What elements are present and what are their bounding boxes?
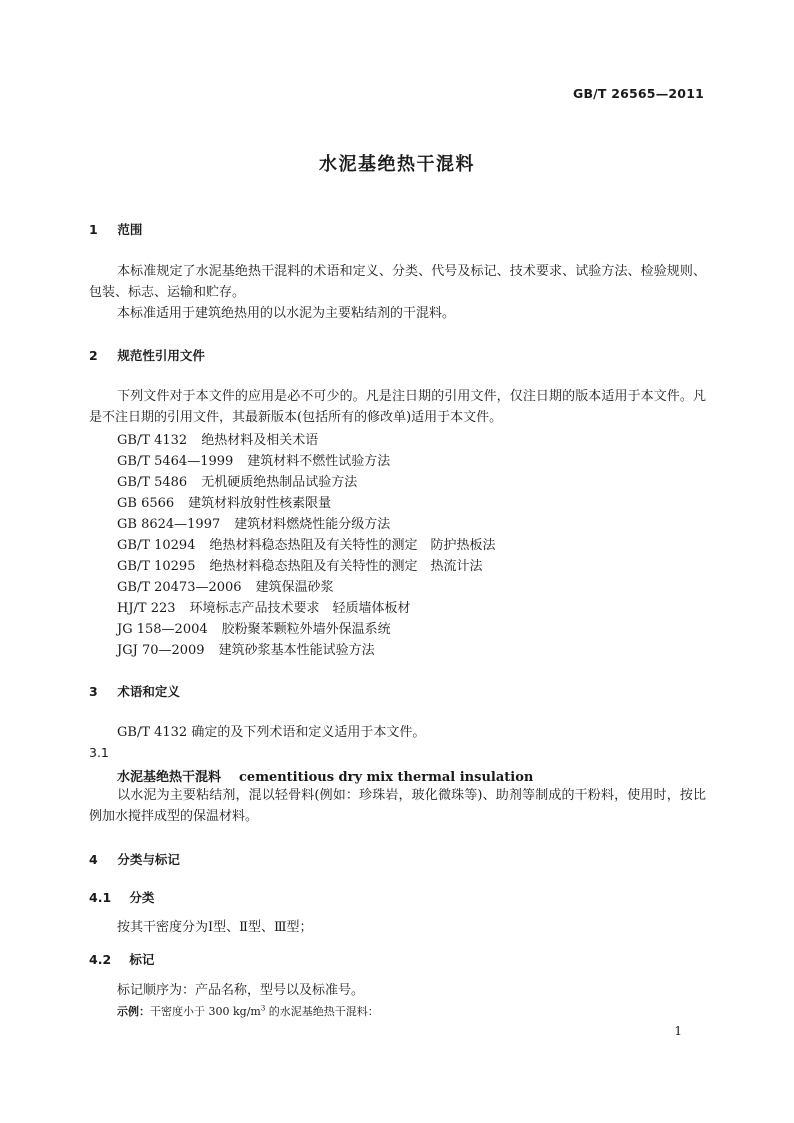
- section-title: 分类与标记: [117, 852, 180, 867]
- reference-item: GB 6566 建筑材料放射性核素限量: [117, 496, 332, 511]
- paragraph-text: 下列文件对于本文件的应用是必不可少的。凡是注日期的引用文件，仅注日期的版本适用于本文件。凡是不注日期的引用文件，其最新版本(包括所有的修改单)适用于本文件。: [89, 389, 706, 425]
- section-3-heading: [89, 682, 180, 700]
- section-title: 范围: [117, 222, 143, 237]
- reference-item: GB/T 20473—2006 建筑保温砂浆: [117, 580, 334, 595]
- section-number: 2: [89, 348, 98, 363]
- section-2-heading: [89, 346, 205, 364]
- subsection-4-2-heading: 4.2 标记: [89, 952, 155, 967]
- section-number: 3: [89, 684, 98, 699]
- subsection-4-1-heading: 4.1 分类: [89, 890, 155, 905]
- reference-item: GB 8624—1997 建筑材料燃烧性能分级方法: [117, 517, 391, 532]
- section-number: 1: [89, 222, 98, 237]
- example-label: 示例：: [117, 1005, 150, 1018]
- section-1-paragraph-1: [89, 261, 706, 303]
- reference-item: HJ/T 223 环境标志产品技术要求 轻质墙体板材: [117, 601, 411, 616]
- paragraph-text: GB/T 4132 确定的及下列术语和定义适用于本文件。: [117, 725, 426, 740]
- standard-number: GB/T 26565—2011: [572, 86, 704, 101]
- section-title: 术语和定义: [117, 684, 180, 699]
- term-english: cementitious dry mix thermal insulation: [239, 770, 534, 785]
- reference-item: GB/T 10294 绝热材料稳态热阻及有关特性的测定 防护热板法: [117, 538, 496, 553]
- term-number: 3.1: [89, 745, 109, 760]
- term-definition: [89, 785, 706, 827]
- paragraph-text: 本标准规定了水泥基绝热干混料的术语和定义、分类、代号及标记、技术要求、试验方法、检验规则、包装、标志、运输和贮存。: [89, 264, 706, 300]
- section-1-paragraph-2: [89, 303, 706, 324]
- term-entry: [117, 766, 533, 785]
- section-title: 规范性引用文件: [117, 348, 205, 363]
- reference-item: GB/T 4132 绝热材料及相关术语: [117, 433, 319, 448]
- section-4-heading: [89, 850, 180, 868]
- subsection-4-1-text: [89, 917, 706, 938]
- reference-item: JGJ 70—2009 建筑砂浆基本性能试验方法: [117, 643, 375, 658]
- reference-item: GB/T 5486 无机硬质绝热制品试验方法: [117, 475, 358, 490]
- section-1-heading: [89, 220, 142, 238]
- paragraph-text: 本标准适用于建筑绝热用的以水泥为主要粘结剂的干混料。: [117, 306, 456, 321]
- document-title: 水泥基绝热干混料: [319, 154, 475, 175]
- section-2-intro: [89, 386, 706, 428]
- reference-item: GB/T 10295 绝热材料稳态热阻及有关特性的测定 热流计法: [117, 559, 483, 574]
- paragraph-text: 按其干密度分为Ⅰ型、Ⅱ型、Ⅲ型；: [117, 920, 313, 935]
- subsection-4-2-text: [89, 980, 706, 1001]
- reference-item: JG 158—2004 胶粉聚苯颗粒外墙外保温系统: [117, 622, 391, 637]
- page-number: 1: [674, 1024, 682, 1038]
- paragraph-text: 标记顺序为：产品名称，型号以及标准号。: [117, 983, 365, 998]
- example-line: 示例：干密度小于 300 $kg/m^3$ 的水泥基绝热干混料：: [117, 1004, 379, 1018]
- section-3-intro: [89, 722, 706, 743]
- section-number: 4: [89, 852, 98, 867]
- paragraph-text: 以水泥为主要粘结剂，混以轻骨料(例如：珍珠岩，玻化微珠等)、助剂等制成的干粉料，使用时，按比例加水搅拌成型的保温材料。: [89, 788, 706, 824]
- term-chinese: 水泥基绝热干混料: [117, 770, 222, 785]
- reference-item: GB/T 5464—1999 建筑材料不燃性试验方法: [117, 454, 391, 469]
